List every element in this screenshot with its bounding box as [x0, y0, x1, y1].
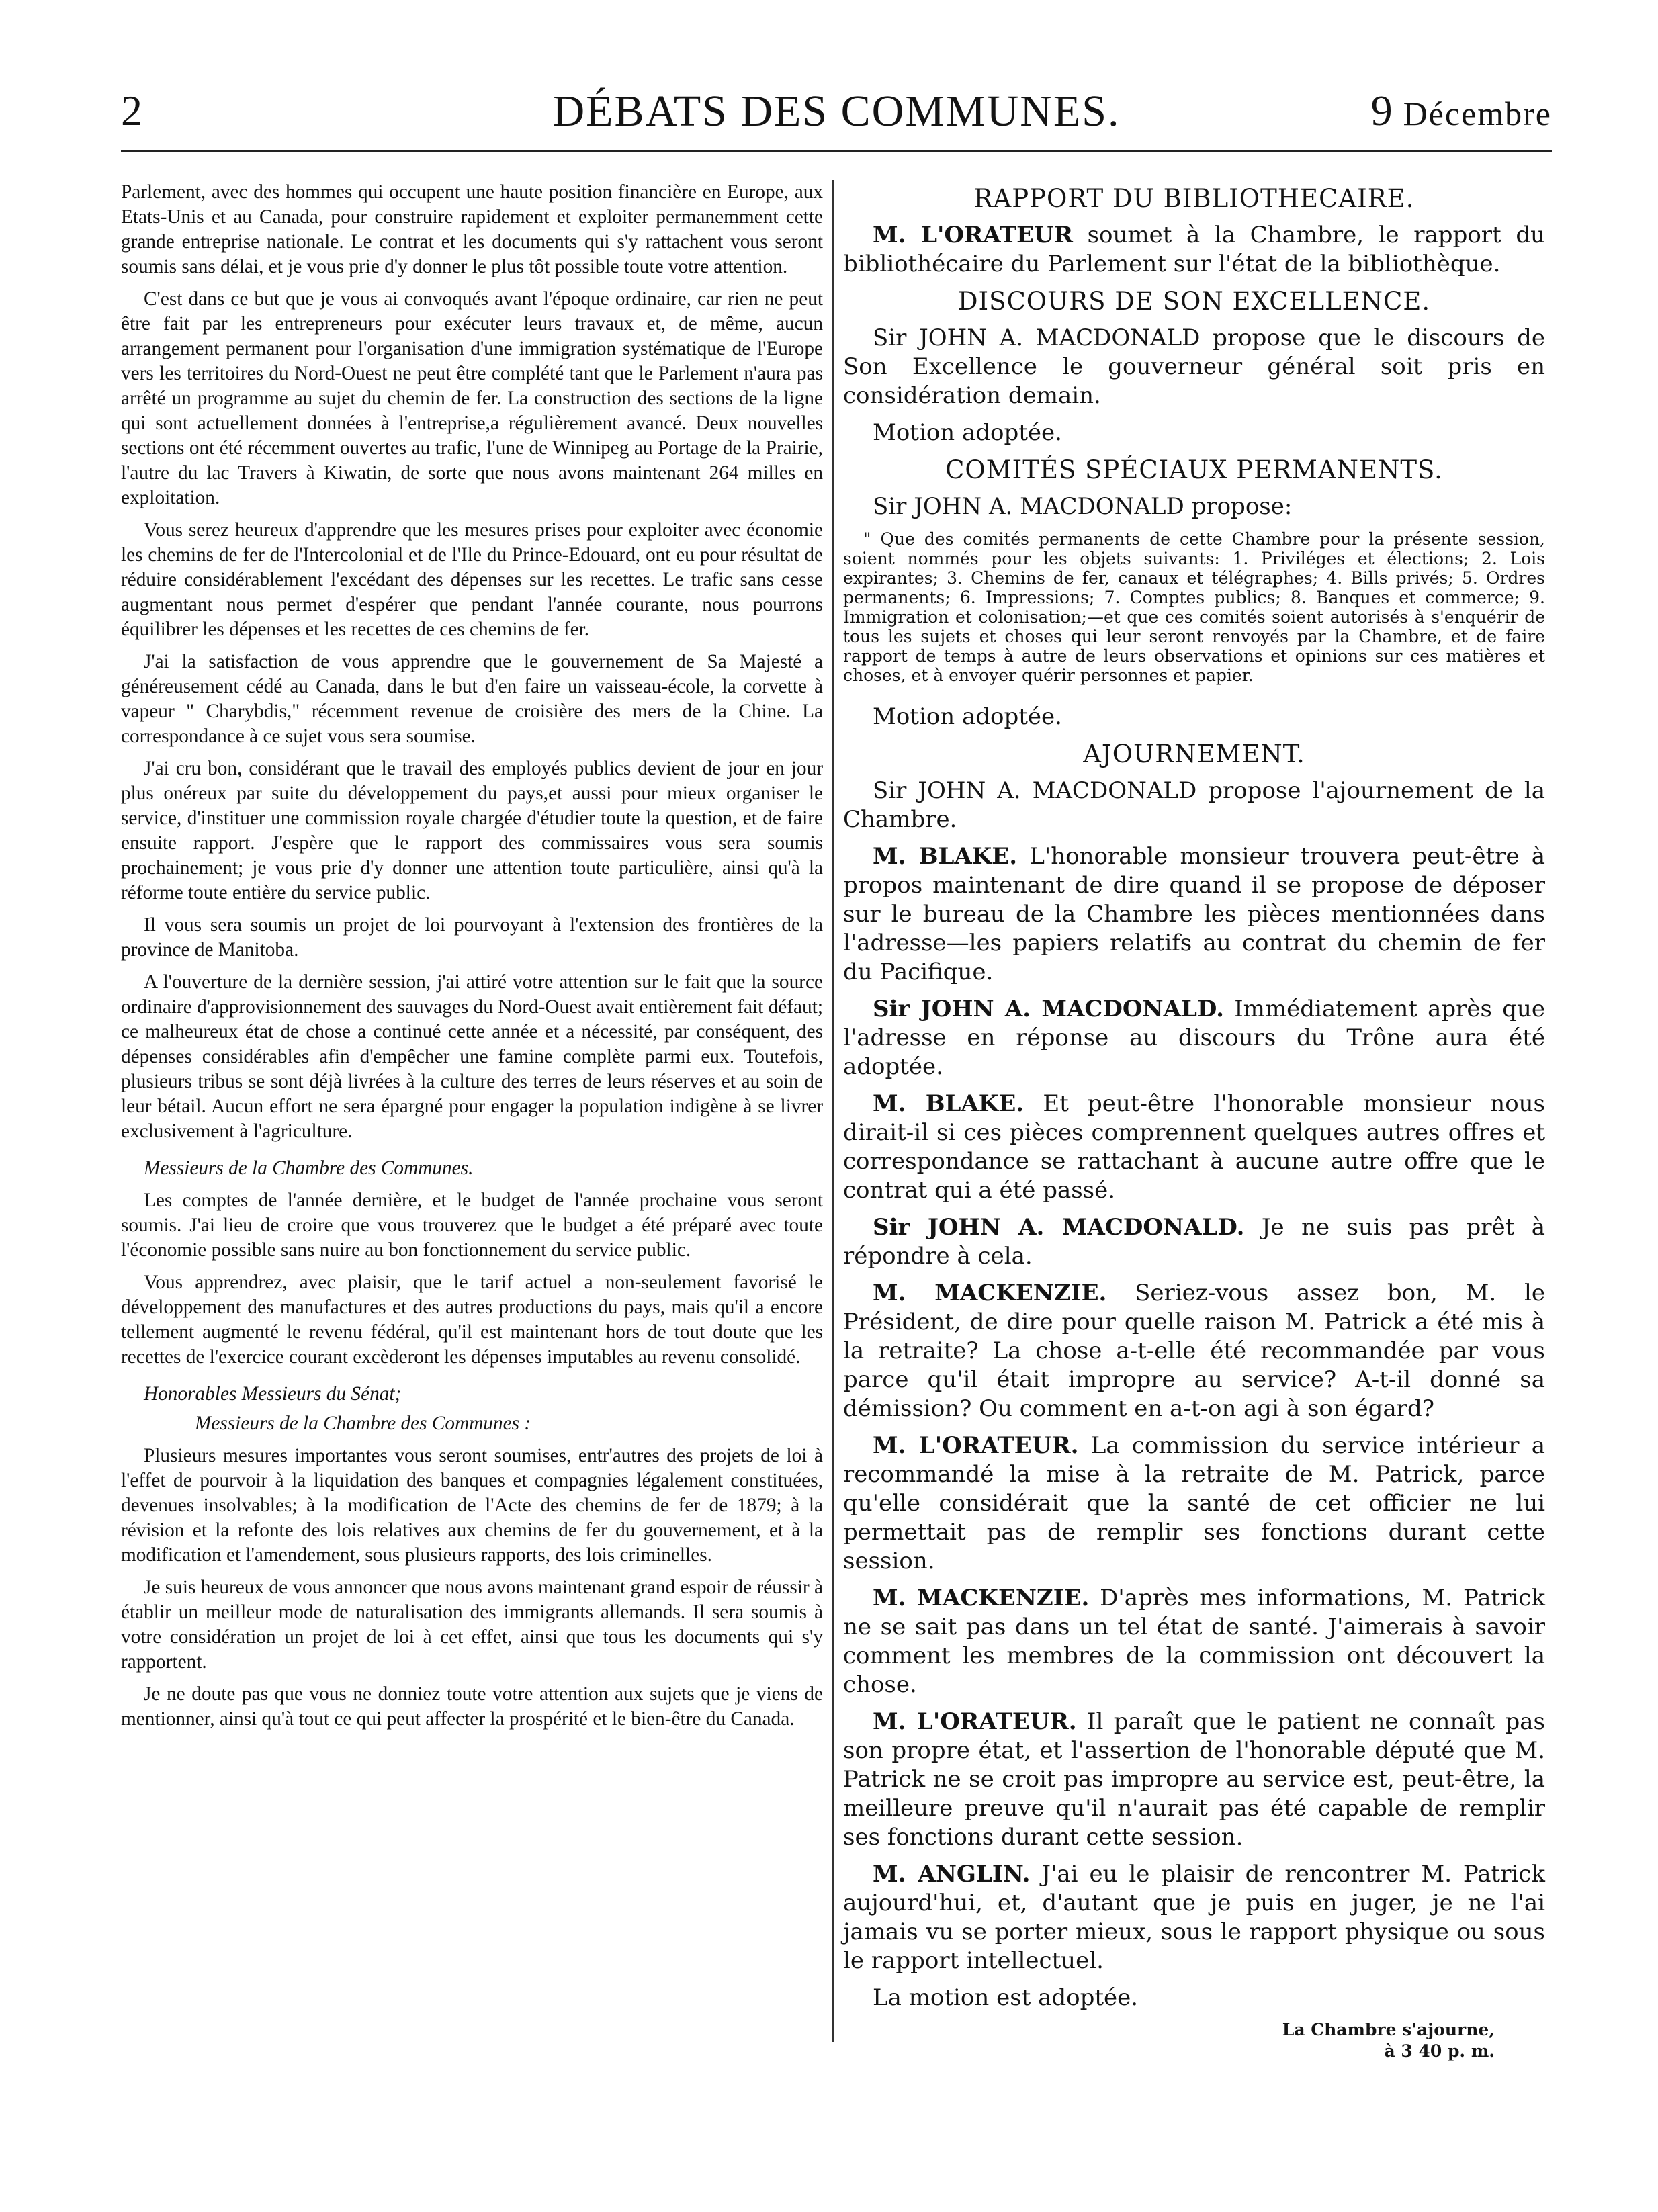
left-paragraph: J'ai cru bon, considérant que le travail des employés publics devient de jour en jour plus onéreux par suite du développement du pays,et aussi pour mieux organiser le service, d'instituer une commission royale chargée d'étudier toute la question, et de faire ensuite rapport. J'espère que le rapport des commissaires vous sera soumis prochainement; je vous prie d'y donner une attention toute particulière, ainsi qu'à la réforme toute entière du service public.	[121, 758, 823, 903]
speech-text: Et peut-être l'honorable monsieur nous dirait-il si ces pièces comprennent quelques autres offres et correspondance se rattachant à aucune autre offre que le contrat qui a été passé.	[843, 1090, 1546, 1204]
column-divider	[832, 180, 834, 2042]
debate-paragraph	[843, 1860, 1545, 1976]
adjournment-time: à 3 40 p. m.	[1384, 2041, 1495, 2061]
debate-paragraph	[843, 1090, 1545, 1205]
speech-text: J'ai eu le plaisir de rencontrer M. Patrick aujourd'hui, et, d'autant que je puis en juger, je ne l'ai jamais vu se porter mieux, sous le rapport physique ou sous le rapport intellectuel.	[843, 1861, 1545, 1974]
speech-text: Il paraît que le patient ne connaît pas son propre état, et l'assertion de l'honorable député que M. Patrick ne se croit pas impropre au service est, peut-être, la meilleure preuve qu'il n'aurait pas été capable de remplir ses fonctions durant cette session.	[843, 1708, 1545, 1851]
speech-text: Seriez-vous assez bon, M. le Président, de dire pour quelle raison M. Patrick a été mis à la retraite? La chose a-t-elle été recommandée par vous parce qu'il était impropre au service? A-t-il donné sa démission? Ou comment en a-t-on agi à son égard?	[843, 1280, 1545, 1422]
debate-paragraph	[843, 1213, 1545, 1271]
page-header	[121, 86, 1552, 152]
adjournment-note	[1239, 2019, 1495, 2062]
left-paragraph: C'est dans ce but que je vous ai convoqués avant l'époque ordinaire, car rien ne peut être fait par les entrepreneurs pour exécuter leurs travaux et, de même, aucun arrangement permanent pour l'organisation d'une immigration systématique de l'Europe vers les territoires du Nord-Ouest ne peut être complété tant que le Parlement n'aura pas arrêté un programme au sujet du chemin de fer. La construction des sections de la ligne qui sont actuellement données à l'entreprise,a régulièrement avancé. Deux nouvelles sections ont été récemment ouvertes au trafic, l'une de Winnipeg au Portage de la Prairie, l'autre du lac Travers à Kiwatin, de sorte que nous avons maintenant 264 milles en exploitation.	[121, 288, 823, 508]
speaker-name: M. BLAKE.	[873, 1090, 1024, 1117]
discours-paragraph: Sir JOHN A. MACDONALD propose que le discours de Son Excellence le gouverneur général soit pris en considération demain.	[843, 324, 1545, 409]
address-commons-2: Messieurs de la Chambre des Communes :	[195, 1413, 531, 1434]
heading-ajournement: AJOURNEMENT.	[1083, 740, 1305, 768]
left-paragraph: Je suis heureux de vous annoncer que nous avons maintenant grand espoir de réussir à établir un meilleur mode de naturalisation des immigrants allemands. Il sera soumis à votre considération un projet de loi à cet effet, ainsi que tous les documents qui s'y rapportent.	[121, 1577, 823, 1673]
debate-paragraph	[843, 1708, 1545, 1852]
debate-paragraph	[843, 1431, 1545, 1576]
heading-comites: COMITÉS SPÉCIAUX PERMANENTS.	[945, 455, 1443, 484]
speaker-name: M. ANGLIN.	[873, 1861, 1031, 1888]
speech-text: Immédiatement après que l'adresse en réponse au discours du Trône aura été adoptée.	[843, 996, 1545, 1080]
address-senate: Honorables Messieurs du Sénat;	[144, 1383, 402, 1405]
speaker-name: M. MACKENZIE.	[873, 1280, 1107, 1307]
left-paragraph: Plusieurs mesures importantes vous seront soumises, entr'autres des projets de loi à l'effet de pourvoir à la liquidation des banques et compagnies légalement constituées, devenues insolvables; à la modification de l'Acte des chemins de fer de 1879; à la révision et la refonte des lois relatives aux chemins de fer du gouvernement, et à la modification et l'amendement, sous plusieurs rapports, des lois criminelles.	[121, 1445, 823, 1566]
left-paragraph: Parlement, avec des hommes qui occupent une haute position financière en Europe, aux Etats-Unis et au Canada, pour construire rapidement et exploiter permanemment cette grande entreprise nationale. Le contrat et les documents qui s'y rattachent vous seront soumis sans délai, et je vous prie d'y donner le plus tôt possible toute votre attention.	[121, 181, 823, 277]
page-number: 2	[121, 87, 142, 134]
left-paragraph: Je ne doute pas que vous ne donniez toute votre attention aux sujets que je viens de mentionner, ainsi qu'à tout ce qui peut affecter la prospérité et le bien-être du Canada.	[121, 1683, 823, 1730]
speaker-name: M. L'ORATEUR.	[873, 1708, 1077, 1735]
right-column	[843, 180, 1545, 2021]
debate-paragraph	[843, 1584, 1545, 1699]
debate-paragraph	[843, 1279, 1545, 1423]
comites-motion-quote: " Que des comités permanents de cette Chambre pour la présente session, soient nommés pour les objets suivants: 1. Priviléges et élections; 2. Lois expirantes; 3. Chemins de fer, canaux et télégraphes; 4. Bills privés; 5. Ordres permanents; 6. Impressions; 7. Comptes publics; 8. Banques et commerce; 9. Immigration et colonisation;—et que ces comités soient autorisés à s'enquérir de tous les sujets et choses qui leur seront renvoyés par la Chambre, et de faire rapport de temps à autre de leurs observations et opinions sur ces matières et choses, et à envoyer quérir personnes et papier.	[843, 529, 1545, 685]
left-column	[121, 180, 823, 1739]
comites-intro: Sir JOHN A. MACDONALD propose:	[873, 493, 1293, 520]
motion-final: La motion est adoptée.	[873, 1984, 1139, 2011]
page-date	[1371, 86, 1552, 136]
speaker-name: M. L'ORATEUR.	[873, 1432, 1079, 1459]
heading-discours: DISCOURS DE SON EXCELLENCE.	[957, 287, 1431, 316]
date-month: Décembre	[1403, 95, 1552, 132]
debate-paragraph	[843, 842, 1545, 987]
debate-list	[843, 842, 1545, 1976]
left-paragraph: A l'ouverture de la dernière session, j'ai attiré votre attention sur le fait que la source ordinaire d'approvisionnement des sauvages du Nord-Ouest avait entièrement fait défaut; ce malheureux état de chose a continué cette année et a nécessité, par conséquent, des dépenses considérables afin d'empêcher une famine complète parmi eux. Toutefois, plusieurs tribus se sont déjà livrées à la culture des terres de leurs réserves et au soin de leur bétail. Aucun effort ne sera épargné pour engager la population indigène à se livrer exclusivement à l'agriculture.	[121, 971, 823, 1142]
date-day: 9	[1370, 87, 1393, 134]
speaker-name: M. BLAKE.	[873, 843, 1018, 870]
speaker-name: Sir JOHN A. MACDONALD.	[873, 996, 1224, 1022]
speech-text: Je ne suis pas prêt à répondre à cela.	[843, 1214, 1545, 1270]
speaker-name: M. MACKENZIE.	[873, 1585, 1090, 1611]
left-paragraph: Vous serez heureux d'apprendre que les mesures prises pour exploiter avec économie les chemins de fer de l'Intercolonial et de l'Ile du Prince-Edouard, ont eu pour résultat de réduire considérablement l'excédant des dépenses sur les recettes. Le trafic sans cesse augmentant nous permet d'espérer que pendant l'année courante, nous pourrons équilibrer les dépenses et les recettes de ces chemins de fer.	[121, 519, 823, 640]
motion-adopted: Motion adoptée.	[873, 703, 1062, 730]
left-paragraph: Les comptes de l'année dernière, et le budget de l'année prochaine vous seront soumis. J'ai lieu de croire que vous trouverez que le budget a été préparé avec toute l'économie possible sans nuire au bon fonctionnement du service public.	[121, 1190, 823, 1261]
speech-text: La commission du service intérieur a recommandé la mise à la retraite de M. Patrick, parce qu'elle considérait que la santé de cet officier ne lui permettait pas de remplir ses fonctions durant cette session.	[843, 1432, 1546, 1575]
heading-rapport: RAPPORT DU BIBLIOTHECAIRE.	[973, 184, 1415, 213]
speech-text: L'honorable monsieur trouvera peut-être à propos maintenant de dire quand il se propose de déposer sur le bureau de la Chambre les pièces mentionnées dans l'adresse—les papiers relatifs au contrat du chemin de fer du Pacifique.	[843, 843, 1546, 985]
address-commons: Messieurs de la Chambre des Communes.	[144, 1157, 474, 1179]
ajournement-paragraph: Sir JOHN A. MACDONALD propose l'ajournement de la Chambre.	[843, 777, 1545, 833]
adjournment-line: La Chambre s'ajourne,	[1282, 2020, 1495, 2039]
page-title: DÉBATS DES COMMUNES.	[552, 87, 1121, 136]
left-paragraph: J'ai la satisfaction de vous apprendre que le gouvernement de Sa Majesté a généreusement cédé au Canada, dans le but d'en faire un vaisseau-école, la corvette à vapeur " Charybdis," récemment revenue de croisière des mers de la Chine. La correspondance à ce sujet vous sera soumise.	[121, 651, 823, 747]
rapport-paragraph	[843, 221, 1545, 279]
speech-text: soumet à la Chambre, le rapport du bibliothécaire du Parlement sur l'état de la bibliothèque.	[843, 222, 1545, 277]
debate-paragraph	[843, 995, 1545, 1081]
left-paragraph: Vous apprendrez, avec plaisir, que le tarif actuel a non-seulement favorisé le développement des manufactures et des autres productions du pays, mais qu'il a encore tellement augmenté le revenu fédéral, qu'il est maintenant hors de tout doute que les recettes de l'exercice courant excèderont les dépenses imputables au revenu consolidé.	[121, 1272, 823, 1368]
motion-adopted: Motion adoptée.	[873, 419, 1062, 446]
speaker-name: M. L'ORATEUR	[873, 222, 1073, 249]
left-paragraph: Il vous sera soumis un projet de loi pourvoyant à l'extension des frontières de la province de Manitoba.	[121, 914, 823, 961]
speech-text: D'après mes informations, M. Patrick ne se sait pas dans un tel état de santé. J'aimerais à savoir comment les membres de la commission ont découvert la chose.	[843, 1585, 1545, 1698]
speaker-name: Sir JOHN A. MACDONALD.	[873, 1214, 1245, 1241]
